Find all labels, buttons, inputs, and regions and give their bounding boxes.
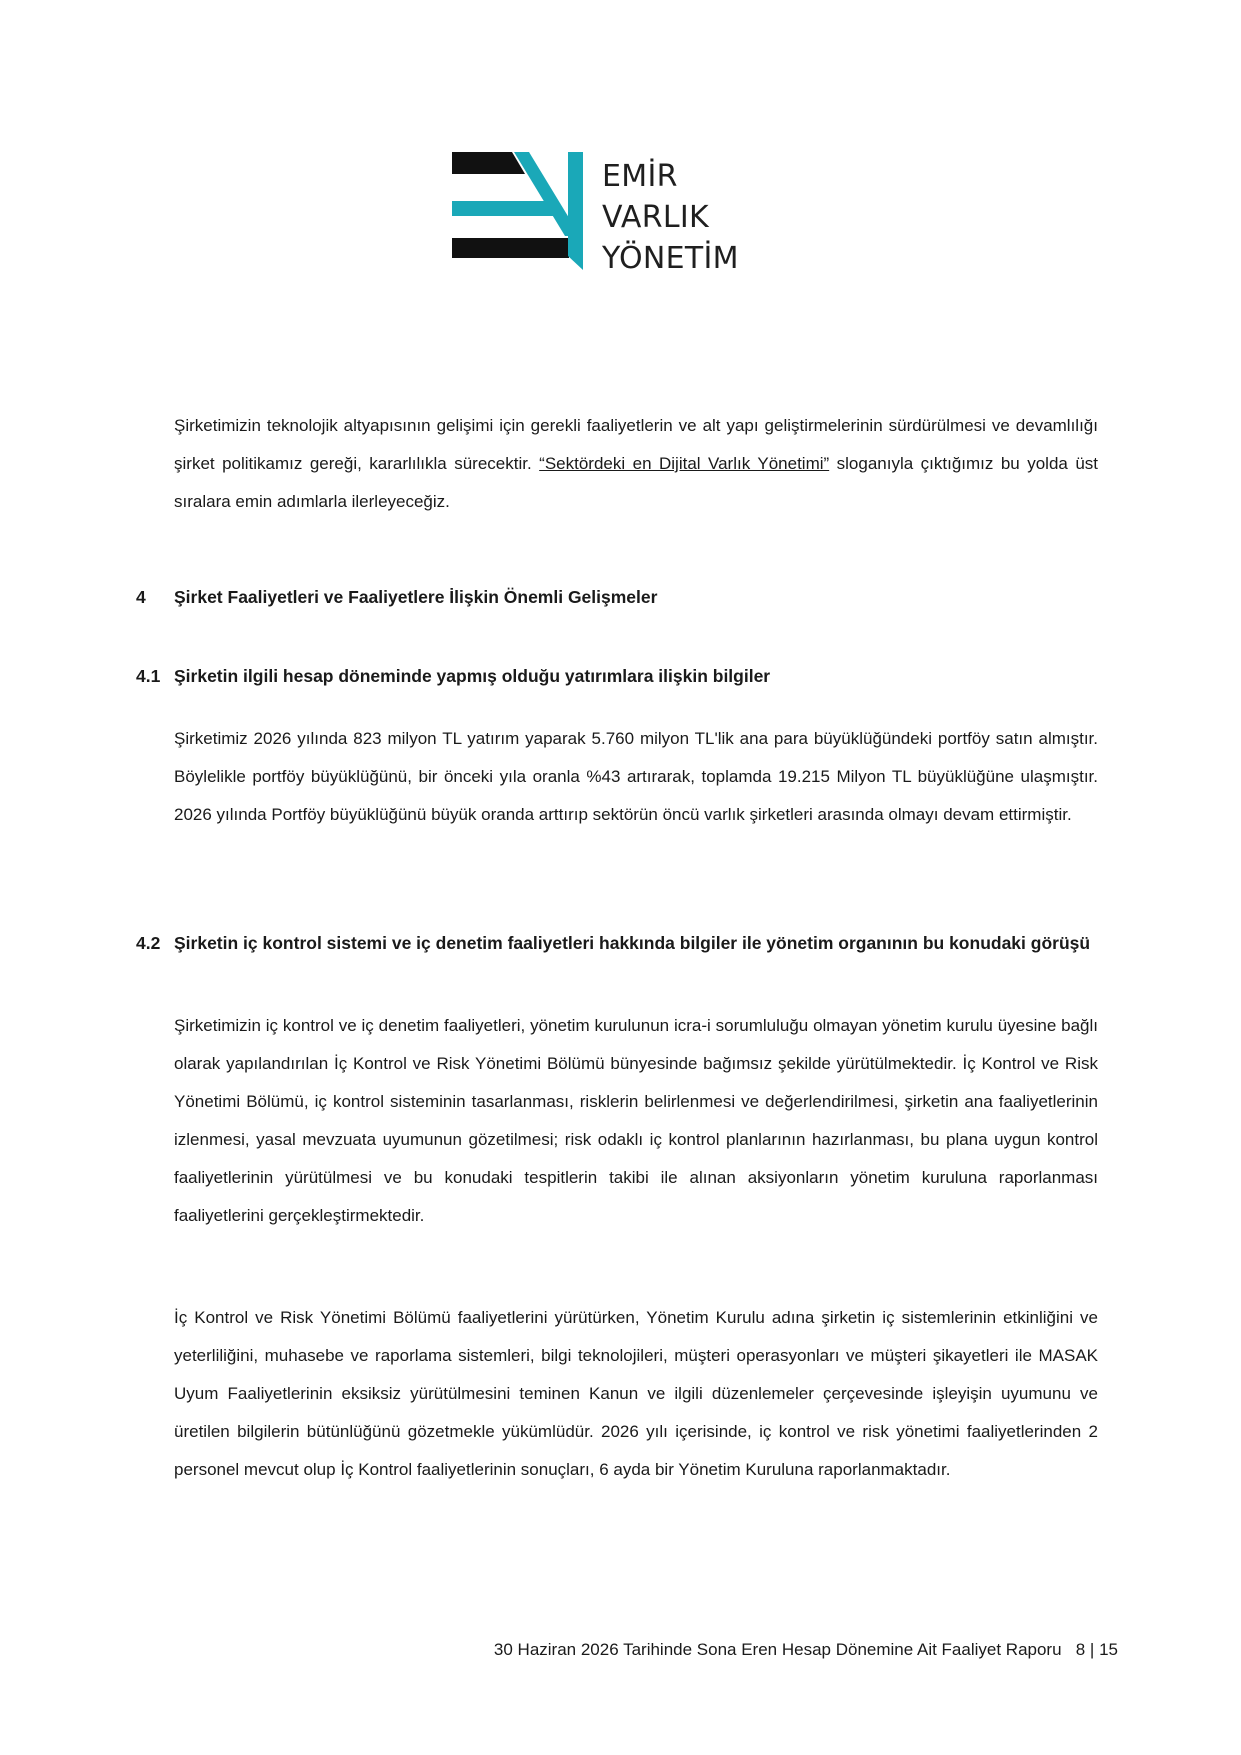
page-footer (380, 1640, 1118, 1660)
logo-mark-icon (452, 152, 592, 272)
section-4-1-paragraph: Şirketimiz 2026 yılında 823 milyon TL yatırım yaparak 5.760 milyon TL'lik ana para büyüklüğündeki portföy satın almıştır. Böylelikle portföy büyüklüğünü, bir önceki yıla oranla %43 artırarak, toplamda 19.215 Milyon TL büyüklüğüne ulaşmıştır. 2026 yılında Portföy büyüklüğünü büyük oranda arttırıp sektörün öncü varlık şirketleri arasında olmayı devam ettirmiştir. (174, 729, 1098, 824)
section-4-2-paragraph-2: İç Kontrol ve Risk Yönetimi Bölümü faaliyetlerini yürütürken, Yönetim Kurulu adına şirketin iç sistemlerinin etkinliğini ve yeterliliğini, muhasebe ve raporlama sistemleri, bilgi teknolojileri, müşteri operasyonları ve müşteri şikayetleri ile MASAK Uyum Faaliyetlerinin eksiksiz yürütülmesini teminen Kanun ve ilgili düzenlemeler çerçevesinde işleyişin uyumunu ve üretilen bilgilerin bütünlüğünü gözetmekle yükümlüdür. 2026 yılı içerisinde, iç kontrol ve risk yönetimi faaliyetlerinden 2 personel mevcut olup İç Kontrol faaliyetlerinin sonuçları, 6 ayda bir Yönetim Kuruluna raporlanmaktadır. (174, 1308, 1098, 1479)
intro-text-end: sloganıyla çıktığımız bu yolda üst sıralara emin adımlarla ilerleyeceğiz. (174, 454, 1099, 511)
slogan-quote: “Sektördeki en Dijital Varlık Yönetimi” (539, 454, 830, 473)
company-logo (452, 152, 752, 277)
logo-wordmark (602, 156, 739, 279)
footer-report-title: 30 Haziran 2026 Tarihinde Sona Eren Hesap Dönemine Ait Faaliyet Raporu (493, 1640, 1062, 1659)
section-number: 4.1 (136, 666, 161, 686)
logo-line-1: EMİR (602, 159, 678, 194)
section-4-2-paragraph-1: Şirketimizin iç kontrol ve iç denetim faaliyetleri, yönetim kurulunun icra-i sorumluluğu olmayan yönetim kurulu üyesine bağlı olarak yapılandırılan İç Kontrol ve Risk Yönetimi Bölümü bünyesinde bağımsız şekilde yürütülmektedir. İç Kontrol ve Risk Yönetimi Bölümü, iç kontrol sisteminin tasarlanması, risklerin belirlenmesi ve değerlendirilmesi, şirketin ana faaliyetlerinin izlenmesi, yasal mevzuata uyumunun gözetilmesi; risk odaklı iç kontrol planlarının hazırlanması, bu plana uygun kontrol faaliyetlerinin yürütülmesi ve bu konudaki tespitlerin takibi ile alınan aksiyonların yönetim kuruluna raporlanması faaliyetlerini gerçekleştirmektedir. (174, 1016, 1098, 1225)
section-4-heading (136, 578, 1096, 616)
section-number: 4.2 (136, 933, 161, 953)
logo-line-3: YÖNETİM (602, 241, 739, 276)
intro-text: Şirketimizin teknolojik altyapısının gelişimi için gerekli faaliyetlerin ve alt yapı geliştirmelerinin sürdürülmesi ve devamlılığı şirket politikamız gereği, kararlılıkla sürecektir. (174, 416, 1098, 473)
page-separator: | (1089, 1640, 1095, 1659)
section-title: Şirketin ilgili hesap döneminde yapmış olduğu yatırımlara ilişkin bilgiler (174, 666, 771, 686)
intro-paragraph (174, 407, 1098, 521)
page-number: 8 (1075, 1640, 1086, 1659)
section-title: Şirketin iç kontrol sistemi ve iç denetim faaliyetleri hakkında bilgiler ile yönetim organının bu konudaki görüşü (174, 933, 1091, 953)
page-total: 15 (1099, 1640, 1118, 1659)
section-title: Şirket Faaliyetleri ve Faaliyetlere İlişkin Önemli Gelişmeler (174, 587, 658, 607)
section-number: 4 (136, 587, 146, 607)
logo-line-2: VARLIK (602, 200, 710, 235)
section-4-2-heading (136, 924, 1096, 1000)
section-4-1-heading (136, 657, 1096, 695)
